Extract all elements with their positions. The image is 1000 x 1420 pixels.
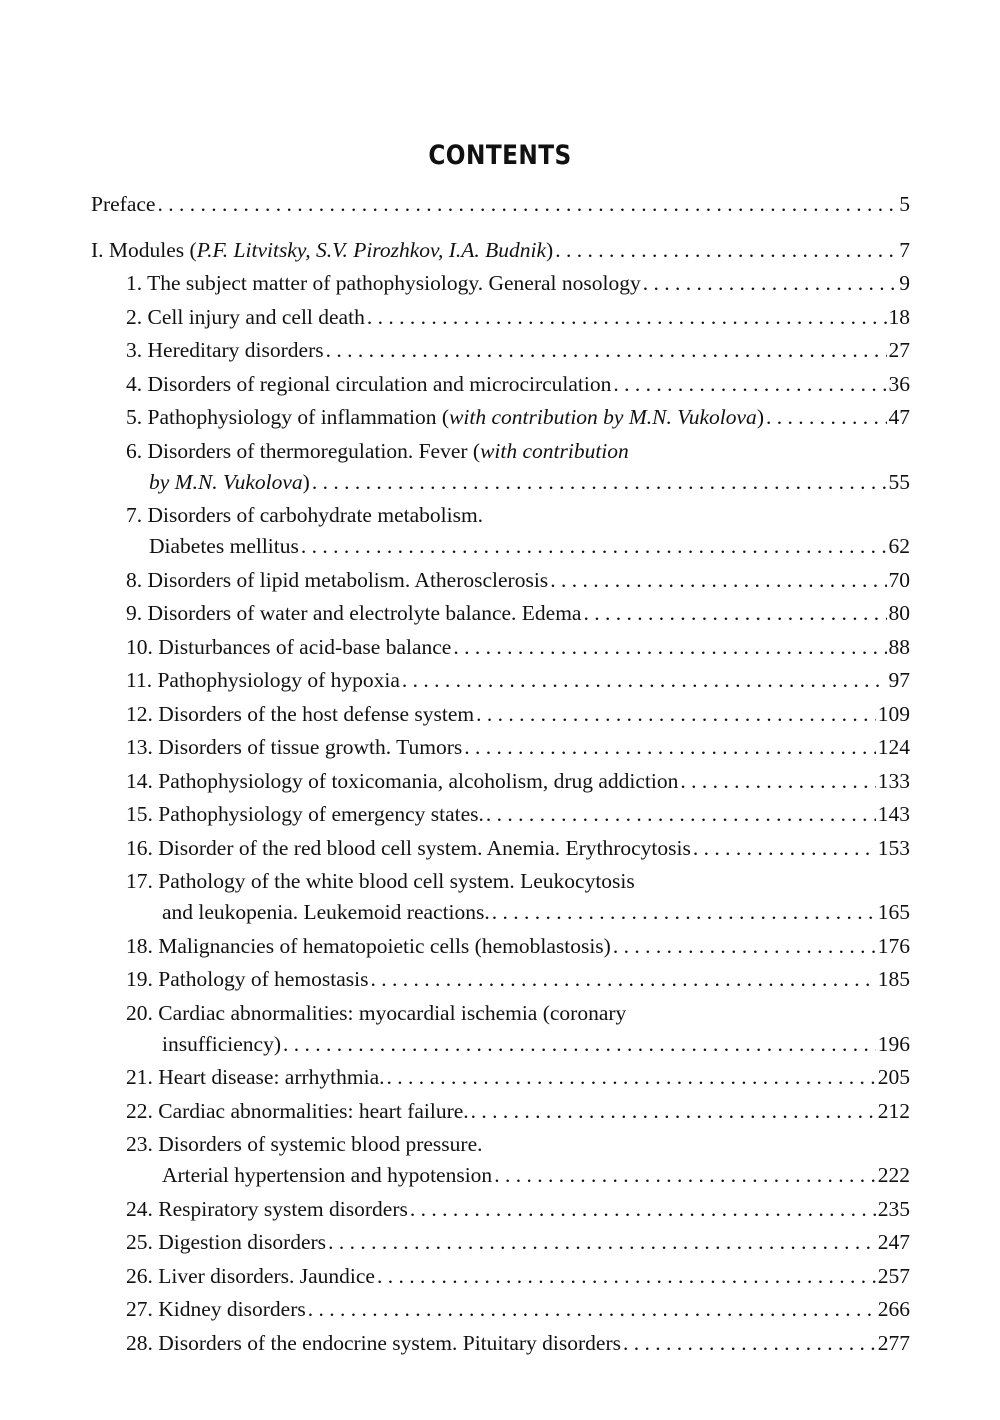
toc-entry-number: 26. — [126, 1263, 153, 1288]
toc-page-number: 257 — [877, 1263, 910, 1288]
toc-entry-label — [126, 799, 484, 830]
toc-entry[interactable] — [126, 833, 910, 864]
toc-entry-label: Preface — [91, 192, 156, 216]
toc-entry-text: Cardiac abnormalities: heart failure. — [158, 1098, 469, 1123]
toc-page-number: 176 — [877, 933, 910, 958]
toc-page-number: 36 — [888, 371, 910, 396]
toc-entry-contributor: by M.N. Vukolova — [149, 469, 303, 494]
toc-entry-text: Disorders of the host defense system — [158, 701, 475, 726]
toc-entry-line — [126, 598, 910, 629]
toc-page-number: 222 — [877, 1163, 910, 1187]
toc-entry-text: Pathophysiology of emergency states. — [158, 802, 484, 826]
dot-leader — [453, 632, 886, 663]
toc-entry-label — [126, 1294, 306, 1325]
toc-entry-line — [126, 1294, 910, 1325]
dot-leader — [312, 467, 887, 498]
toc-entry-label — [126, 565, 548, 596]
toc-entry-number: 14. — [126, 768, 153, 793]
toc-page-number: 62 — [888, 534, 910, 558]
toc-entry-label — [126, 766, 678, 797]
toc-entry-number: 22. — [126, 1098, 153, 1123]
toc-entry[interactable] — [126, 931, 910, 962]
toc-entry[interactable] — [126, 766, 910, 797]
toc-entry-label — [126, 402, 764, 433]
toc-entry-text: Cardiac abnormalities: myocardial ischemia (coronary — [158, 1000, 627, 1025]
dot-leader — [643, 268, 898, 299]
toc-page-number: 18 — [888, 304, 910, 329]
toc-entry-text: Disorders of systemic blood pressure. — [158, 1132, 483, 1156]
toc-entry-text: Disturbances of acid-base balance — [158, 634, 452, 659]
toc-entry-text: Disorders of carbohydrate metabolism. — [147, 503, 484, 527]
dot-leader — [283, 1029, 876, 1060]
toc-page-number: 185 — [877, 967, 910, 991]
toc-entry-text: Disorders of tissue growth. Tumors — [158, 735, 463, 759]
toc-entry-label — [126, 268, 641, 299]
toc-entry[interactable] — [126, 302, 910, 333]
toc-entry-label — [126, 1062, 385, 1093]
toc-entry-text: Disorder of the red blood cell system. Anemia. Erythrocytosis — [158, 835, 691, 860]
toc-entry-line2 — [162, 1029, 910, 1060]
toc-entry-line2 — [162, 897, 910, 928]
dot-leader — [370, 964, 875, 995]
toc-page-number: 266 — [877, 1297, 910, 1321]
toc-page-number: 5 — [899, 192, 910, 216]
toc-entry-number: 16. — [126, 835, 153, 860]
toc-entry-text: Pathophysiology of toxicomania, alcoholism, drug addiction — [158, 768, 679, 793]
toc-entry-line — [126, 732, 910, 763]
dot-leader — [613, 931, 876, 962]
toc-entry[interactable] — [126, 1227, 910, 1258]
toc-entry-number: 20. — [126, 1000, 153, 1025]
toc-entry[interactable] — [126, 665, 910, 696]
toc-page-number: 70 — [888, 567, 910, 592]
dot-leader — [328, 1227, 876, 1258]
toc-entry-number: 5. — [126, 405, 143, 429]
dot-leader — [326, 335, 887, 366]
toc-entry[interactable] — [126, 335, 910, 366]
toc-entry-label — [126, 964, 368, 995]
toc-entry-line1 — [126, 500, 910, 531]
toc-entry-preface[interactable] — [91, 189, 910, 220]
toc-page-number: 133 — [877, 768, 910, 793]
table-of-contents — [91, 189, 910, 1361]
dot-leader — [476, 699, 876, 730]
toc-entry-line1 — [126, 1129, 910, 1160]
toc-entry-number: 15. — [126, 802, 153, 826]
toc-entry-text: Disorders of regional circulation and microcirculation — [147, 371, 612, 396]
toc-entry-line — [126, 1261, 910, 1292]
toc-entry-line — [126, 699, 910, 730]
toc-page-number: 277 — [877, 1330, 910, 1355]
toc-entry-line — [126, 766, 910, 797]
toc-entry-line — [126, 665, 910, 696]
toc-entry-text: Kidney disorders — [158, 1297, 306, 1321]
toc-entry-number: 23. — [126, 1132, 153, 1156]
toc-entry-label — [126, 1194, 408, 1225]
toc-entry-contributor: with contribution by M.N. Vukolova — [449, 405, 757, 429]
toc-entry[interactable] — [126, 565, 910, 596]
toc-entry-text: Liver disorders. Jaundice — [158, 1263, 375, 1288]
toc-entry-text: Pathology of hemostasis — [158, 967, 369, 991]
toc-entry-number: 17. — [126, 869, 153, 893]
dot-leader — [486, 799, 876, 830]
toc-entry-text: Malignancies of hematopoietic cells (hemoblastosis) — [158, 933, 611, 958]
toc-entry[interactable] — [126, 998, 910, 1060]
toc-page-number: 205 — [877, 1065, 910, 1089]
toc-entry-label — [126, 632, 451, 663]
toc-entry-text: ) — [756, 405, 764, 429]
toc-entry-line — [126, 1194, 910, 1225]
toc-page-number: 27 — [888, 338, 910, 362]
toc-entry-number: 21. — [126, 1065, 153, 1089]
toc-entry[interactable] — [126, 369, 910, 400]
toc-entry[interactable] — [126, 964, 910, 995]
toc-page-number: 55 — [888, 469, 910, 494]
toc-page-number: 153 — [877, 835, 910, 860]
toc-entry-number: 24. — [126, 1196, 153, 1221]
toc-entry-label — [126, 598, 581, 629]
toc-entry-label — [126, 1328, 621, 1359]
toc-entry-line1 — [126, 436, 910, 467]
toc-entry-label — [126, 665, 400, 696]
dot-leader — [766, 402, 887, 433]
toc-entry[interactable] — [126, 1261, 910, 1292]
toc-entry-text: Digestion disorders — [158, 1230, 327, 1254]
toc-entry-number: 19. — [126, 967, 153, 991]
toc-entry-text: Pathophysiology of inflammation ( — [147, 405, 450, 429]
toc-page-number: 80 — [888, 601, 910, 625]
toc-entry-authors: P.F. Litvitsky, S.V. Pirozhkov, I.A. Budnik — [196, 237, 547, 262]
toc-page-number: 88 — [888, 634, 910, 659]
toc-entry-label — [162, 897, 490, 928]
toc-page-number: 165 — [877, 900, 910, 924]
toc-entry-label — [126, 1227, 326, 1258]
toc-entry-text: Pathology of the white blood cell system. Leukocytosis — [158, 869, 635, 893]
toc-entry-text: Disorders of thermoregulation. Fever ( — [147, 438, 481, 463]
toc-entry-line — [126, 335, 910, 366]
toc-entry-line — [126, 1328, 910, 1359]
toc-entry-label — [126, 1096, 469, 1127]
toc-entry-number: 7. — [126, 503, 143, 527]
dot-leader — [680, 766, 875, 797]
dot-leader — [693, 833, 876, 864]
toc-entry[interactable] — [126, 1194, 910, 1225]
toc-entry-line — [126, 302, 910, 333]
dot-leader — [623, 1328, 876, 1359]
toc-entry-line — [126, 799, 910, 830]
dot-leader — [555, 235, 897, 266]
dot-leader — [367, 302, 887, 333]
toc-entry[interactable] — [126, 732, 910, 763]
dot-leader — [387, 1062, 876, 1093]
dot-leader — [308, 1294, 876, 1325]
toc-entry-number: 4. — [126, 371, 143, 396]
toc-entry-label — [162, 1029, 281, 1060]
toc-entry-number: 12. — [126, 701, 153, 726]
toc-page-number: 47 — [888, 405, 910, 429]
toc-entry-text: Heart disease: arrhythmia. — [158, 1065, 385, 1089]
toc-entry-label — [126, 302, 365, 333]
toc-entry-part-1[interactable] — [91, 235, 910, 266]
toc-entry-label — [162, 1160, 492, 1191]
toc-entry-number: 18. — [126, 933, 153, 958]
toc-entry-label — [126, 699, 474, 730]
toc-entry[interactable] — [126, 799, 910, 830]
toc-entry-number: 11. — [126, 668, 153, 692]
toc-entry[interactable] — [126, 1294, 910, 1325]
toc-entry-text: Disorders of the endocrine system. Pituitary disorders — [158, 1330, 622, 1355]
dot-leader — [157, 189, 897, 220]
dot-leader — [494, 1160, 876, 1191]
toc-entry-text: The subject matter of pathophysiology. General nosology — [147, 271, 641, 295]
toc-entry-number: 27. — [126, 1297, 153, 1321]
toc-page-number: 97 — [888, 668, 910, 692]
toc-entry-line2 — [149, 467, 910, 498]
toc-entry[interactable] — [126, 632, 910, 663]
toc-entry-label: I. Modules (P.F. Litvitsky, S.V. Pirozhkov, I.A. Budnik) — [91, 237, 554, 262]
toc-page-number: 212 — [877, 1098, 910, 1123]
page-title: CONTENTS — [428, 140, 572, 171]
toc-entry-line — [126, 369, 910, 400]
toc-entry-line1 — [126, 866, 910, 897]
dot-leader — [410, 1194, 876, 1225]
toc-entry-line — [126, 1227, 910, 1258]
toc-page-number: 235 — [877, 1196, 910, 1221]
toc-entry-text: insufficiency) — [162, 1031, 282, 1056]
toc-entry[interactable] — [126, 598, 910, 629]
toc-entry-line — [126, 402, 910, 433]
toc-entry[interactable] — [126, 1062, 910, 1093]
toc-entry[interactable] — [126, 402, 910, 433]
toc-entry-label — [126, 335, 324, 366]
dot-leader — [492, 897, 876, 928]
dot-leader — [550, 565, 886, 596]
toc-entry-number: 2. — [126, 304, 143, 329]
toc-entry-text: Hereditary disorders — [147, 338, 324, 362]
toc-entry[interactable] — [126, 268, 910, 299]
toc-page-number: 9 — [899, 271, 910, 295]
toc-entry-line — [126, 833, 910, 864]
toc-entry-label — [126, 369, 611, 400]
toc-entry-text: Disorders of lipid metabolism. Atherosclerosis — [147, 567, 549, 592]
toc-entry-number: 10. — [126, 634, 153, 659]
toc-entry[interactable] — [126, 1129, 910, 1191]
toc-entry-line2 — [162, 1160, 910, 1191]
toc-entry-text: Arterial hypertension and hypotension — [162, 1163, 493, 1187]
toc-entry-text: and leukopenia. Leukemoid reactions. — [162, 900, 490, 924]
toc-page-number: 196 — [877, 1031, 910, 1056]
dot-leader — [471, 1096, 876, 1127]
toc-entry-label — [149, 531, 299, 562]
toc-entry-text: Disorders of water and electrolyte balance. Edema — [147, 601, 582, 625]
toc-entry-label — [126, 1261, 375, 1292]
toc-entry-number: 13. — [126, 735, 153, 759]
dot-leader — [377, 1261, 876, 1292]
dot-leader — [583, 598, 886, 629]
toc-page-number: 247 — [877, 1230, 910, 1254]
toc-page-number: 143 — [877, 802, 910, 826]
toc-entry-text: Diabetes mellitus — [149, 534, 299, 558]
dot-leader — [464, 732, 875, 763]
dot-leader — [301, 531, 887, 562]
toc-entry[interactable] — [126, 436, 910, 498]
toc-entry-contributor: with contribution — [480, 438, 629, 463]
toc-entry[interactable] — [126, 699, 910, 730]
toc-entry-text: Pathophysiology of hypoxia — [157, 668, 400, 692]
toc-entry-number: 3. — [126, 338, 143, 362]
toc-page-number: 124 — [877, 735, 910, 759]
toc-entry-text: Respiratory system disorders — [158, 1196, 408, 1221]
toc-entry-line — [126, 1096, 910, 1127]
toc-entry-line1 — [126, 998, 910, 1029]
toc-entry[interactable] — [126, 1096, 910, 1127]
toc-entry[interactable] — [126, 500, 910, 562]
toc-entry-line — [126, 964, 910, 995]
toc-entry-label — [149, 467, 310, 498]
dot-leader — [613, 369, 886, 400]
toc-entry-line — [126, 565, 910, 596]
toc-entry-text: Cell injury and cell death — [147, 304, 365, 329]
toc-entry-line — [126, 1062, 910, 1093]
dot-leader — [402, 665, 887, 696]
toc-entry[interactable] — [126, 1328, 910, 1359]
toc-entry-number: 8. — [126, 567, 143, 592]
toc-entry-number: 25. — [126, 1230, 153, 1254]
toc-entry-line2 — [149, 531, 910, 562]
toc-entry-label — [126, 931, 611, 962]
toc-entry-line — [126, 931, 910, 962]
toc-entry-number: 9. — [126, 601, 143, 625]
toc-entry-number: 1. — [126, 271, 143, 295]
toc-page-number: 7 — [899, 237, 910, 262]
toc-entry-number: 28. — [126, 1330, 153, 1355]
toc-entry-number: 6. — [126, 438, 143, 463]
toc-entry-text: ) — [302, 469, 310, 494]
toc-page-number: 109 — [877, 701, 910, 726]
toc-entry-label — [126, 833, 691, 864]
toc-entry-label — [126, 732, 462, 763]
toc-entry-line — [126, 268, 910, 299]
toc-entry-line — [126, 632, 910, 663]
toc-entry[interactable] — [126, 866, 910, 928]
